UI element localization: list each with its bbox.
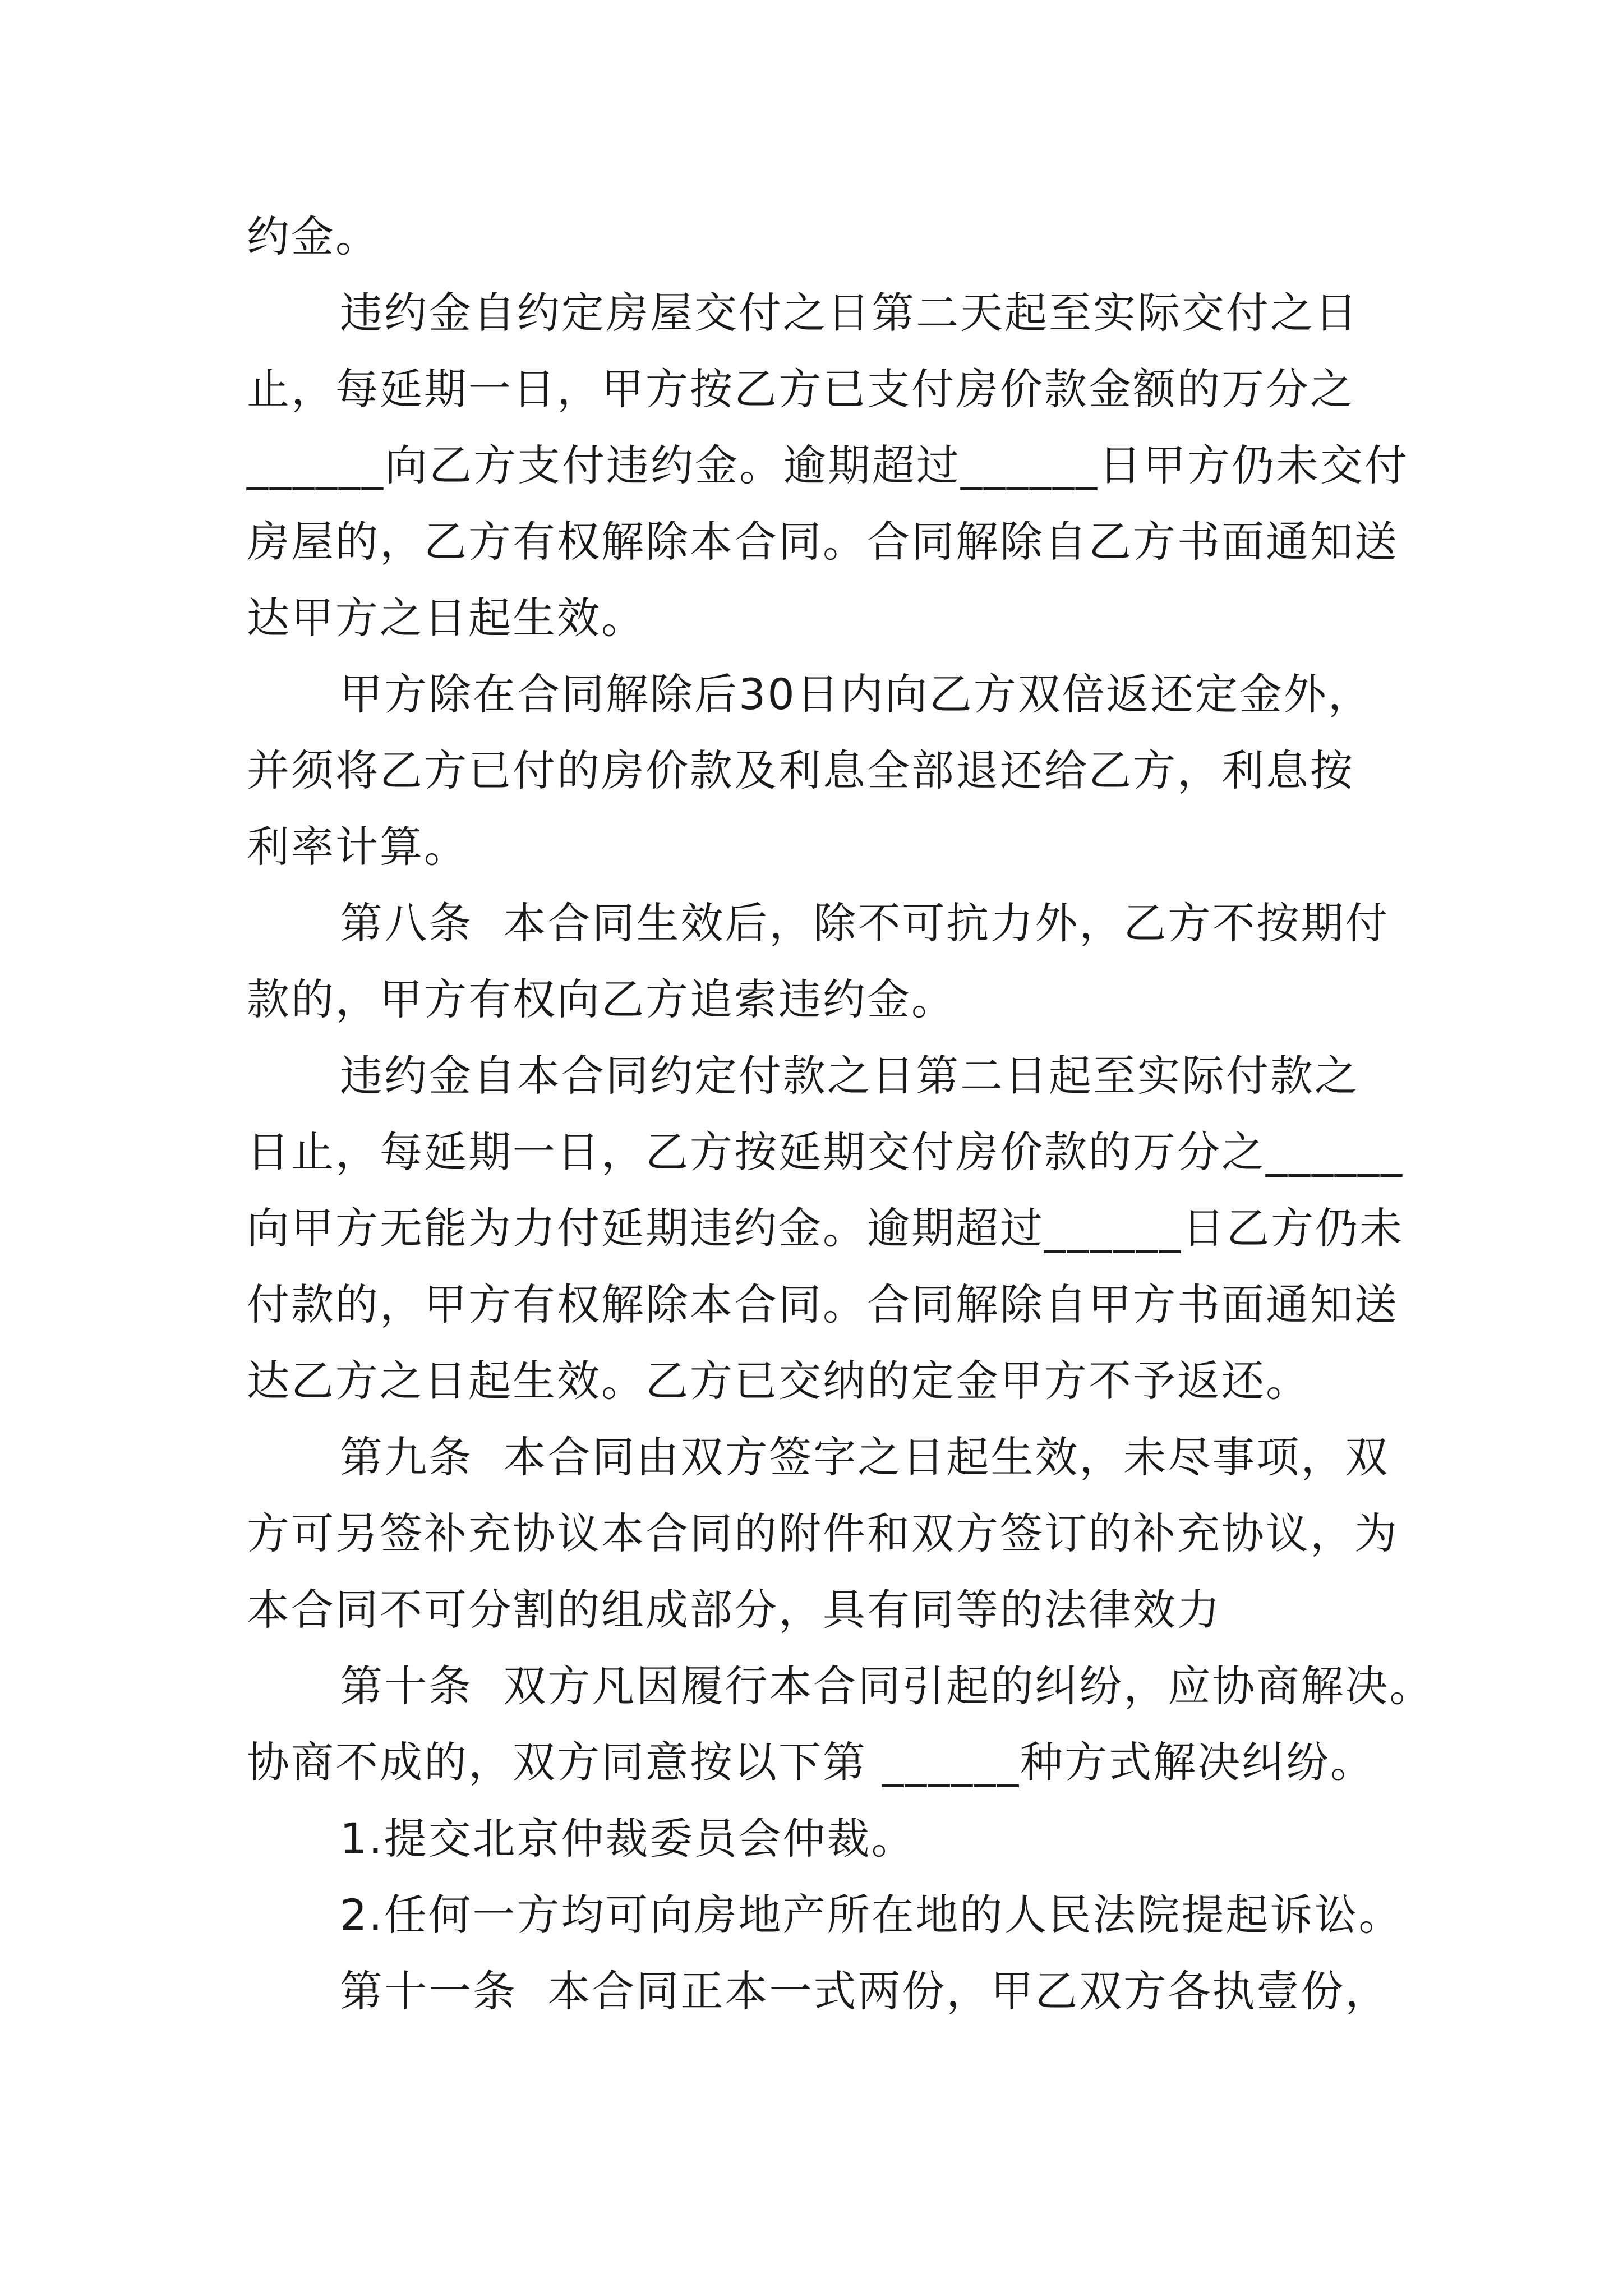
text-line: 付款的，甲方有权解除本合同。合同解除自甲方书面通知送 — [247, 1280, 1399, 1329]
text-line: 向甲方无能为力付延期违约金。逾期超过______日乙方仍未 — [247, 1203, 1404, 1253]
text-line: 2.任何一方均可向房地产所在地的人民法院提起诉讼。 — [340, 1890, 1403, 1940]
text-line: 协商不成的，双方同意按以下第 ______种方式解决纠纷。 — [247, 1737, 1375, 1787]
text-line: 日止，每延期一日，乙方按延期交付房价款的万分之______ — [247, 1127, 1404, 1177]
text-line: 第十一条 本合同正本一式两份，甲乙双方各执壹份， — [340, 1966, 1390, 2016]
text-line: 止，每延期一日，甲方按乙方已支付房价款金额的万分之 — [247, 364, 1354, 414]
text-line: 方可另签补充协议本合同的附件和双方签订的补充协议，为 — [247, 1508, 1399, 1558]
text-line: 利率计算。 — [247, 822, 468, 872]
text-line: 达甲方之日起生效。 — [247, 593, 645, 643]
text-line: 1.提交北京仲裁委员会仲裁。 — [340, 1814, 916, 1864]
text-line: 约金。 — [247, 211, 380, 261]
text-line: 本合同不可分割的组成部分，具有同等的法律效力 — [247, 1585, 1221, 1635]
text-line: 违约金自本合同约定付款之日第二日起至实际付款之 — [340, 1051, 1359, 1101]
text-line: 违约金自约定房屋交付之日第二天起至实际交付之日 — [340, 288, 1359, 338]
text-line: 并须将乙方已付的房价款及利息全部退还给乙方，利息按 — [247, 746, 1354, 795]
text-line: 甲方除在合同解除后30日内向乙方双倍返还定金外， — [340, 669, 1372, 719]
text-line: 房屋的，乙方有权解除本合同。合同解除自乙方书面通知送 — [247, 517, 1399, 567]
text-line: 第八条 本合同生效后，除不可抗力外，乙方不按期付 — [340, 898, 1390, 948]
text-line: 款的，甲方有权向乙方追索违约金。 — [247, 974, 956, 1024]
text-line: 达乙方之日起生效。乙方已交纳的定金甲方不予返还。 — [247, 1356, 1310, 1406]
text-line: 第九条 本合同由双方签字之日起生效，未尽事项，双 — [340, 1432, 1390, 1482]
text-line: ______向乙方支付违约金。逾期超过______日甲方仍未交付 — [247, 440, 1409, 490]
text-line: 第十条 双方凡因履行本合同引起的纠纷，应协商解决。 — [340, 1661, 1434, 1711]
